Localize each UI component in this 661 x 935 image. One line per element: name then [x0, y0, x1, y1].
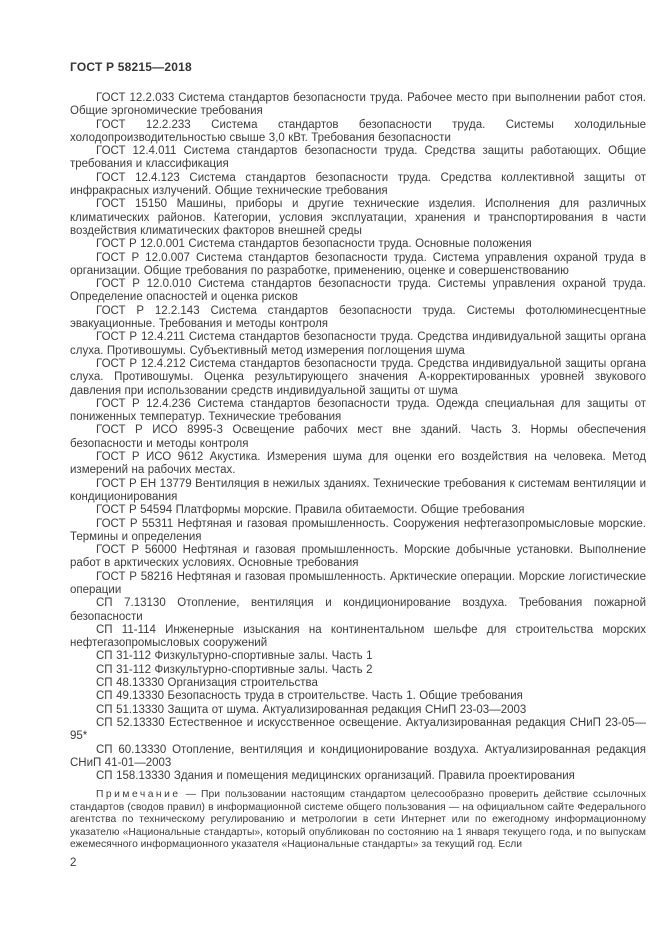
reference-item: СП 52.13330 Естественное и искусственное освещение. Актуализированная редакция СНиП 23-05—95* — [70, 716, 646, 743]
reference-item: ГОСТ Р 12.0.010 Система стандартов безопасности труда. Системы управления охраной труда. Определение опасностей и оценка рисков — [70, 278, 646, 304]
reference-item: ГОСТ 12.2.033 Система стандартов безопасности труда. Рабочее место при выполнении работ стоя. Общие эргономические требования — [70, 92, 646, 118]
reference-item: ГОСТ Р 12.2.143 Система стандартов безопасности труда. Системы фотолюминесцентные эвакуационные. Требования и методы контроля — [70, 304, 646, 331]
reference-item: СП 48.13330 Организация строительства — [96, 677, 318, 690]
note-label: Примечание — [96, 789, 181, 801]
document-header: ГОСТ Р 58215—2018 — [70, 60, 192, 74]
reference-item: ГОСТ Р 12.0.007 Система стандартов безопасности труда. Система управления охраной труда в организации. Общие требования по разработке, применению, оценке и совершенствованию — [70, 251, 646, 277]
reference-item: ГОСТ Р 12.4.236 Система стандартов безопасности труда. Одежда специальная для защиты от пониженных температур. Технические требования — [70, 397, 646, 424]
reference-item: ГОСТ Р 54594 Платформы морские. Правила обитаемости. Общие требования — [96, 504, 525, 517]
references-list — [70, 92, 646, 783]
reference-item: ГОСТ 12.4.123 Система стандартов безопасности труда. Средства коллективной защиты от инфракрасных излучений. Общие технические требования — [70, 171, 646, 198]
reference-item: СП 31-112 Физкультурно-спортивные залы. Часть 1 — [96, 650, 373, 663]
reference-item: СП 11-114 Инженерные изыскания на континентальном шельфе для строительства морских нефтегазопромысловых сооружений — [70, 623, 646, 650]
page-content — [70, 60, 646, 870]
reference-item: СП 158.13330 Здания и помещения медицинских организаций. Правила проектирования — [96, 770, 575, 783]
reference-item: ГОСТ Р ЕН 13779 Вентиляция в нежилых зданиях. Технические требования к системам вентиляции и кондиционирования — [70, 477, 646, 503]
reference-item: ГОСТ Р 56000 Нефтяная и газовая промышленность. Морские добычные установки. Выполнение работ в арктических условиях. Основные требования — [70, 544, 646, 570]
note-body: — При пользовании настоящим стандартом целесообразно проверить действие ссылочных стандартов (сводов правил) в информационной системе общего пользования — на официальном сайте Федерального агентства по техническому регулированию и метрологии в сети Интернет или по ежегодному информационному указателю «Национальные стандарты», который опубликован по состоянию на 1 января текущего года, и по выпускам ежемесячного информационного указателя «Национальные стандарты» за текущий год. Если — [70, 789, 646, 851]
reference-item: ГОСТ 15150 Машины, приборы и другие технические изделия. Исполнения для различных климатических районов. Категории, условия эксплуатации, хранения и транспортирования в части воздействия климатических факторов внешней среды — [70, 198, 646, 237]
reference-item: ГОСТ Р 12.4.212 Система стандартов безопасности труда. Средства индивидуальной защиты органа слуха. Противошумы. Оценка результирующего значения А-корректированных уровней звукового давления при использовании средств индивидуальной защиты от шума — [70, 357, 646, 397]
reference-item: ГОСТ 12.2.233 Система стандартов безопасности труда. Системы холодильные холодопроизводительностью свыше 3,0 кВт. Требования безопасности — [70, 118, 646, 144]
reference-item: ГОСТ Р 58216 Нефтяная и газовая промышленность. Арктические операции. Морские логистические операции — [70, 570, 646, 596]
reference-item: СП 31-112 Физкультурно-спортивные залы. Часть 2 — [96, 663, 373, 676]
reference-item: СП 49.13330 Безопасность труда в строительстве. Часть 1. Общие требования — [96, 690, 523, 703]
reference-item: СП 60.13330 Отопление, вентиляция и кондиционирование воздуха. Актуализированная редакция СНиП 41-01—2003 — [70, 743, 646, 769]
reference-item: СП 7.13130 Отопление, вентиляция и кондиционирование воздуха. Требования пожарной безопасности — [70, 597, 646, 623]
reference-item: ГОСТ Р 12.0.001 Система стандартов безопасности труда. Основные положения — [96, 238, 532, 251]
reference-item: ГОСТ 12.4.011 Система стандартов безопасности труда. Средства защиты работающих. Общие требования и классификация — [70, 145, 646, 171]
reference-item: ГОСТ Р 55311 Нефтяная и газовая промышленность. Сооружения нефтегазопромысловые морские. Термины и определения — [70, 517, 646, 543]
reference-item: ГОСТ Р ИСО 9612 Акустика. Измерения шума для оценки его воздействия на человека. Метод измерений на рабочих местах. — [70, 451, 646, 477]
page-number: 2 — [70, 857, 77, 870]
reference-item: ГОСТ Р 12.4.211 Система стандартов безопасности труда. Средства индивидуальной защиты органа слуха. Противошумы. Субъективный метод измерения поглощения шума — [70, 331, 646, 357]
reference-item: СП 51.13330 Защита от шума. Актуализированная редакция СНиП 23-03—2003 — [96, 703, 527, 716]
reference-item: ГОСТ Р ИСО 8995-3 Освещение рабочих мест вне зданий. Часть 3. Нормы обеспечения безопасности и методы контроля — [70, 424, 646, 450]
note — [70, 789, 646, 851]
